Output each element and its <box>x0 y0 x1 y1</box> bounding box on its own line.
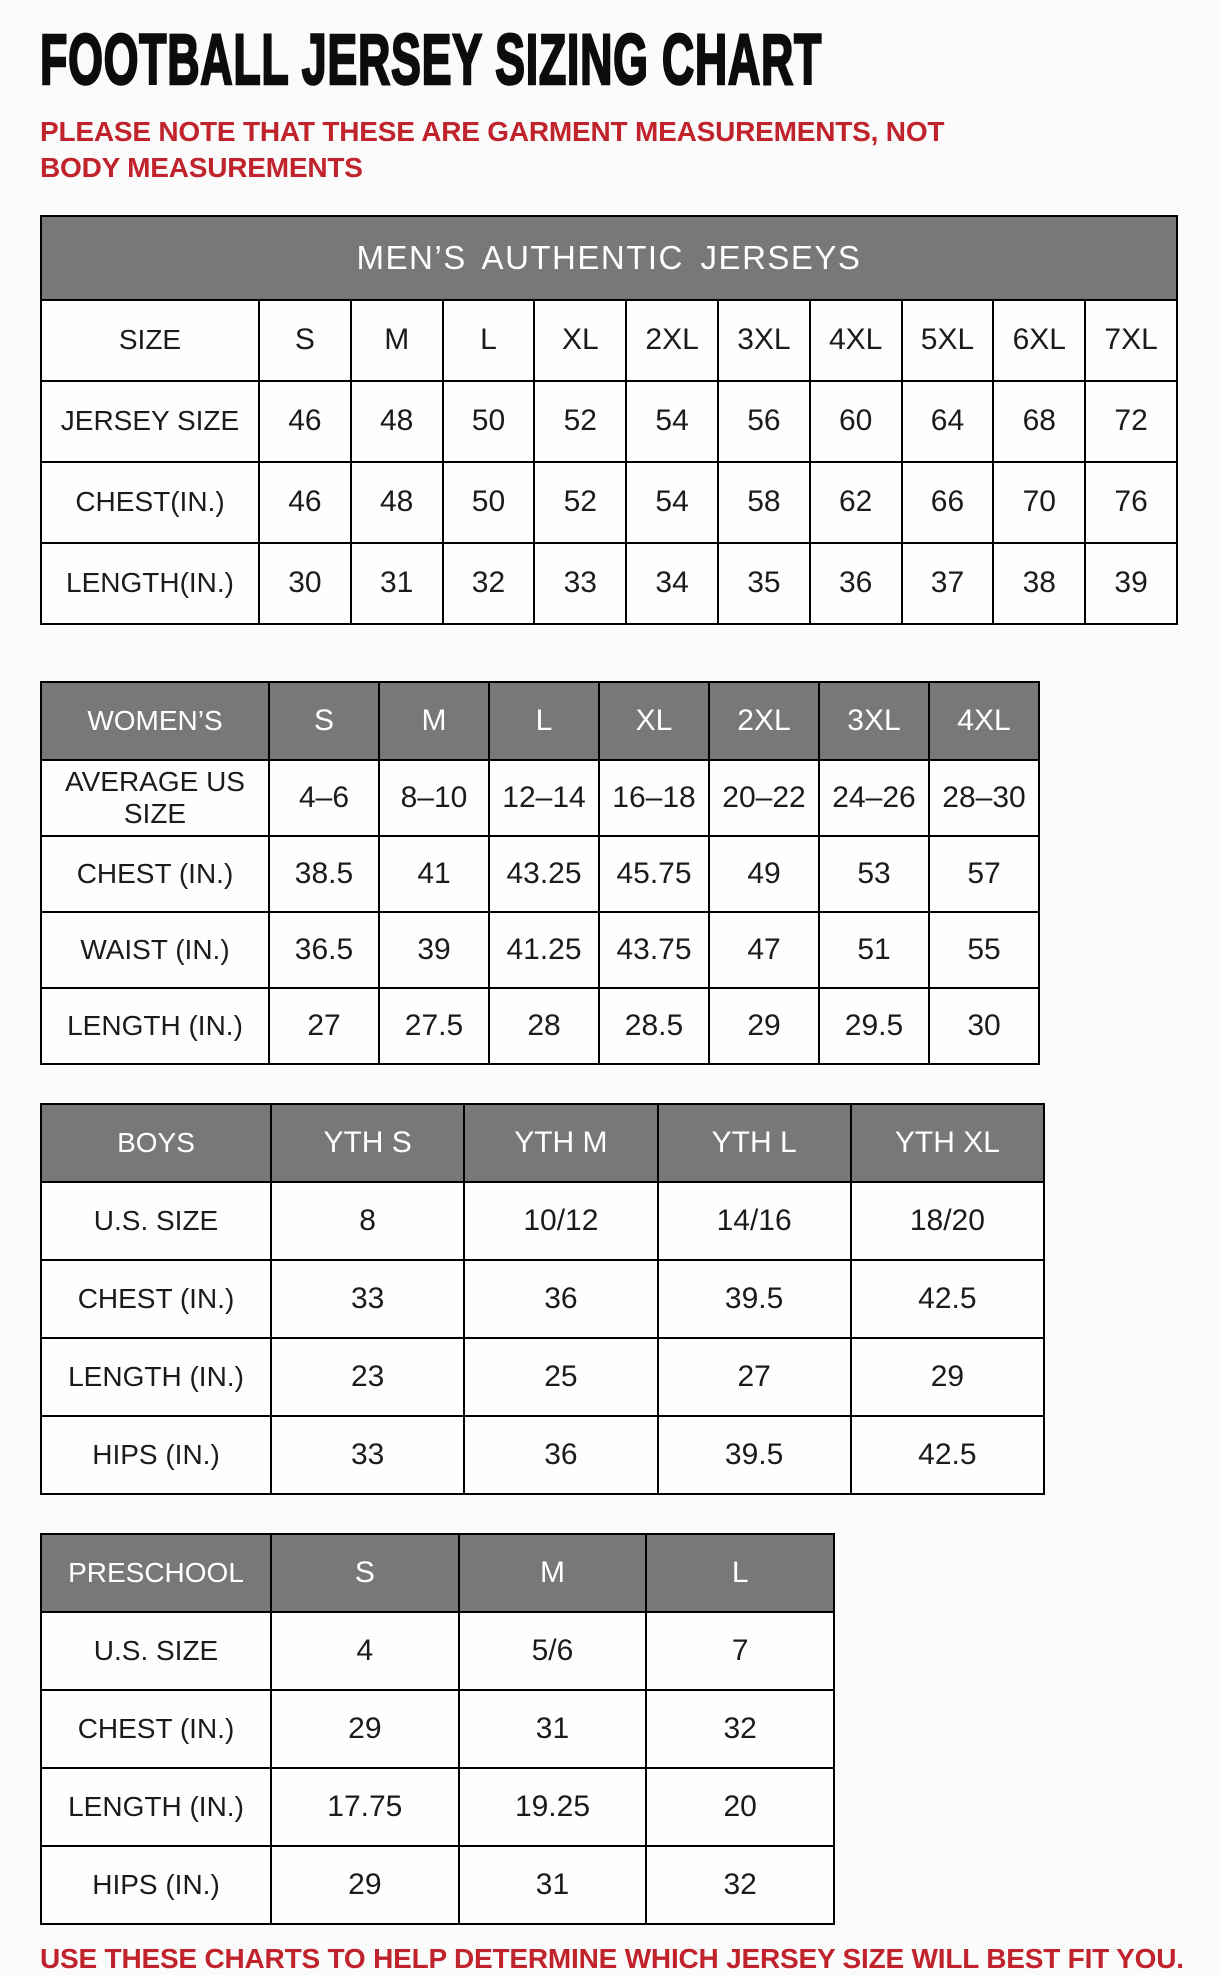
value-cell: 27 <box>658 1338 851 1416</box>
value-cell: M <box>351 300 443 381</box>
value-cell: 54 <box>626 462 718 543</box>
value-cell: 24–26 <box>819 760 929 836</box>
header-size-cell: YTH L <box>658 1104 851 1182</box>
header-size-cell: L <box>646 1534 834 1612</box>
table-row <box>41 1612 834 1690</box>
row-label-cell: WAIST (IN.) <box>41 912 269 988</box>
value-cell: 46 <box>259 381 351 462</box>
table-header-row <box>41 682 1039 760</box>
value-cell: 41 <box>379 836 489 912</box>
value-cell: 29 <box>271 1690 459 1768</box>
value-cell: 33 <box>271 1260 464 1338</box>
value-cell: XL <box>534 300 626 381</box>
row-label-cell: HIPS (IN.) <box>41 1846 271 1924</box>
value-cell: 31 <box>351 543 443 624</box>
value-cell: 29 <box>709 988 819 1064</box>
value-cell: 35 <box>718 543 810 624</box>
table-header-row <box>41 1104 1044 1182</box>
value-cell: 34 <box>626 543 718 624</box>
value-cell: 70 <box>993 462 1085 543</box>
value-cell: 57 <box>929 836 1039 912</box>
header-size-cell: M <box>459 1534 647 1612</box>
table-row <box>41 836 1039 912</box>
value-cell: 27.5 <box>379 988 489 1064</box>
table-row <box>41 381 1177 462</box>
table-row <box>41 1690 834 1768</box>
value-cell: 7 <box>646 1612 834 1690</box>
header-size-cell: L <box>489 682 599 760</box>
row-label-cell: HIPS (IN.) <box>41 1416 271 1494</box>
header-size-cell: XL <box>599 682 709 760</box>
value-cell: 4–6 <box>269 760 379 836</box>
value-cell: 54 <box>626 381 718 462</box>
value-cell: 43.25 <box>489 836 599 912</box>
value-cell: 29 <box>851 1338 1044 1416</box>
preschool-sizing-table <box>40 1533 835 1925</box>
value-cell: 52 <box>534 381 626 462</box>
garment-measurement-note: PLEASE NOTE THAT THESE ARE GARMENT MEASUREMENTS, NOT BODY MEASUREMENTS <box>40 116 945 184</box>
value-cell: 6XL <box>993 300 1085 381</box>
row-label-cell: U.S. SIZE <box>41 1182 271 1260</box>
boys-sizing-table <box>40 1103 1045 1495</box>
value-cell: 60 <box>810 381 902 462</box>
page-title: FOOTBALL JERSEY SIZING CHART <box>40 19 823 100</box>
row-label-cell: U.S. SIZE <box>41 1612 271 1690</box>
value-cell: 2XL <box>626 300 718 381</box>
value-cell: 55 <box>929 912 1039 988</box>
value-cell: 3XL <box>718 300 810 381</box>
value-cell: 12–14 <box>489 760 599 836</box>
value-cell: 28–30 <box>929 760 1039 836</box>
value-cell: 31 <box>459 1846 647 1924</box>
value-cell: 42.5 <box>851 1260 1044 1338</box>
value-cell: 39.5 <box>658 1416 851 1494</box>
value-cell: 18/20 <box>851 1182 1044 1260</box>
row-label-cell: SIZE <box>41 300 259 381</box>
table-row <box>41 760 1039 836</box>
value-cell: 29.5 <box>819 988 929 1064</box>
value-cell: 38.5 <box>269 836 379 912</box>
value-cell: 51 <box>819 912 929 988</box>
value-cell: 48 <box>351 381 443 462</box>
row-label-cell: LENGTH(IN.) <box>41 543 259 624</box>
value-cell: 7XL <box>1085 300 1177 381</box>
row-label-cell: CHEST (IN.) <box>41 1690 271 1768</box>
table-row <box>41 988 1039 1064</box>
value-cell: 39 <box>379 912 489 988</box>
value-cell: L <box>443 300 535 381</box>
value-cell: 5/6 <box>459 1612 647 1690</box>
footer-note: USE THESE CHARTS TO HELP DETERMINE WHICH JERSEY SIZE WILL BEST FIT YOU. <box>40 1942 1184 1974</box>
value-cell: 41.25 <box>489 912 599 988</box>
value-cell: 31 <box>459 1690 647 1768</box>
header-size-cell: S <box>271 1534 459 1612</box>
value-cell: 37 <box>902 543 994 624</box>
mens-authentic-jerseys-table <box>40 215 1178 625</box>
value-cell: 28.5 <box>599 988 709 1064</box>
value-cell: 20 <box>646 1768 834 1846</box>
value-cell: 39.5 <box>658 1260 851 1338</box>
value-cell: 29 <box>271 1846 459 1924</box>
page-title-block <box>40 18 1192 98</box>
row-label-cell: JERSEY SIZE <box>41 381 259 462</box>
header-size-cell: YTH XL <box>851 1104 1044 1182</box>
header-size-cell: 3XL <box>819 682 929 760</box>
value-cell: 33 <box>534 543 626 624</box>
table-row <box>41 300 1177 381</box>
value-cell: 25 <box>464 1338 657 1416</box>
value-cell: 39 <box>1085 543 1177 624</box>
table-header-row <box>41 1534 834 1612</box>
value-cell: 62 <box>810 462 902 543</box>
value-cell: 66 <box>902 462 994 543</box>
value-cell: 47 <box>709 912 819 988</box>
value-cell: 72 <box>1085 381 1177 462</box>
value-cell: 4 <box>271 1612 459 1690</box>
header-size-cell: S <box>269 682 379 760</box>
womens-sizing-table <box>40 681 1040 1065</box>
value-cell: 36.5 <box>269 912 379 988</box>
row-label-cell: CHEST (IN.) <box>41 1260 271 1338</box>
header-label-cell: WOMEN’S <box>41 682 269 760</box>
value-cell: 8 <box>271 1182 464 1260</box>
value-cell: 10/12 <box>464 1182 657 1260</box>
header-label-cell: PRESCHOOL <box>41 1534 271 1612</box>
value-cell: 53 <box>819 836 929 912</box>
table-row <box>41 912 1039 988</box>
header-size-cell: 4XL <box>929 682 1039 760</box>
value-cell: 8–10 <box>379 760 489 836</box>
table-row <box>41 462 1177 543</box>
table-row <box>41 543 1177 624</box>
value-cell: 56 <box>718 381 810 462</box>
value-cell: 42.5 <box>851 1416 1044 1494</box>
value-cell: 32 <box>646 1690 834 1768</box>
value-cell: 19.25 <box>459 1768 647 1846</box>
value-cell: 68 <box>993 381 1085 462</box>
value-cell: 28 <box>489 988 599 1064</box>
table-caption: MEN’S AUTHENTIC JERSEYS <box>41 216 1177 300</box>
value-cell: 5XL <box>902 300 994 381</box>
table-row <box>41 1260 1044 1338</box>
value-cell: 36 <box>464 1260 657 1338</box>
table-row <box>41 1182 1044 1260</box>
table-caption-row <box>41 216 1177 300</box>
value-cell: 45.75 <box>599 836 709 912</box>
header-label-cell: BOYS <box>41 1104 271 1182</box>
value-cell: 27 <box>269 988 379 1064</box>
value-cell: 14/16 <box>658 1182 851 1260</box>
table-row <box>41 1846 834 1924</box>
value-cell: 32 <box>646 1846 834 1924</box>
row-label-cell: LENGTH (IN.) <box>41 1768 271 1846</box>
value-cell: 50 <box>443 381 535 462</box>
value-cell: 43.75 <box>599 912 709 988</box>
table-row <box>41 1416 1044 1494</box>
value-cell: 4XL <box>810 300 902 381</box>
value-cell: 16–18 <box>599 760 709 836</box>
value-cell: 46 <box>259 462 351 543</box>
row-label-cell: AVERAGE US SIZE <box>41 760 269 836</box>
header-size-cell: YTH M <box>464 1104 657 1182</box>
row-label-cell: CHEST (IN.) <box>41 836 269 912</box>
value-cell: 58 <box>718 462 810 543</box>
value-cell: 20–22 <box>709 760 819 836</box>
value-cell: 30 <box>929 988 1039 1064</box>
value-cell: S <box>259 300 351 381</box>
value-cell: 50 <box>443 462 535 543</box>
value-cell: 49 <box>709 836 819 912</box>
value-cell: 33 <box>271 1416 464 1494</box>
value-cell: 36 <box>464 1416 657 1494</box>
row-label-cell: LENGTH (IN.) <box>41 988 269 1064</box>
value-cell: 23 <box>271 1338 464 1416</box>
value-cell: 32 <box>443 543 535 624</box>
header-size-cell: 2XL <box>709 682 819 760</box>
value-cell: 48 <box>351 462 443 543</box>
value-cell: 36 <box>810 543 902 624</box>
row-label-cell: LENGTH (IN.) <box>41 1338 271 1416</box>
value-cell: 17.75 <box>271 1768 459 1846</box>
value-cell: 76 <box>1085 462 1177 543</box>
header-size-cell: M <box>379 682 489 760</box>
table-row <box>41 1338 1044 1416</box>
value-cell: 30 <box>259 543 351 624</box>
value-cell: 38 <box>993 543 1085 624</box>
value-cell: 64 <box>902 381 994 462</box>
row-label-cell: CHEST(IN.) <box>41 462 259 543</box>
header-size-cell: YTH S <box>271 1104 464 1182</box>
table-row <box>41 1768 834 1846</box>
value-cell: 52 <box>534 462 626 543</box>
